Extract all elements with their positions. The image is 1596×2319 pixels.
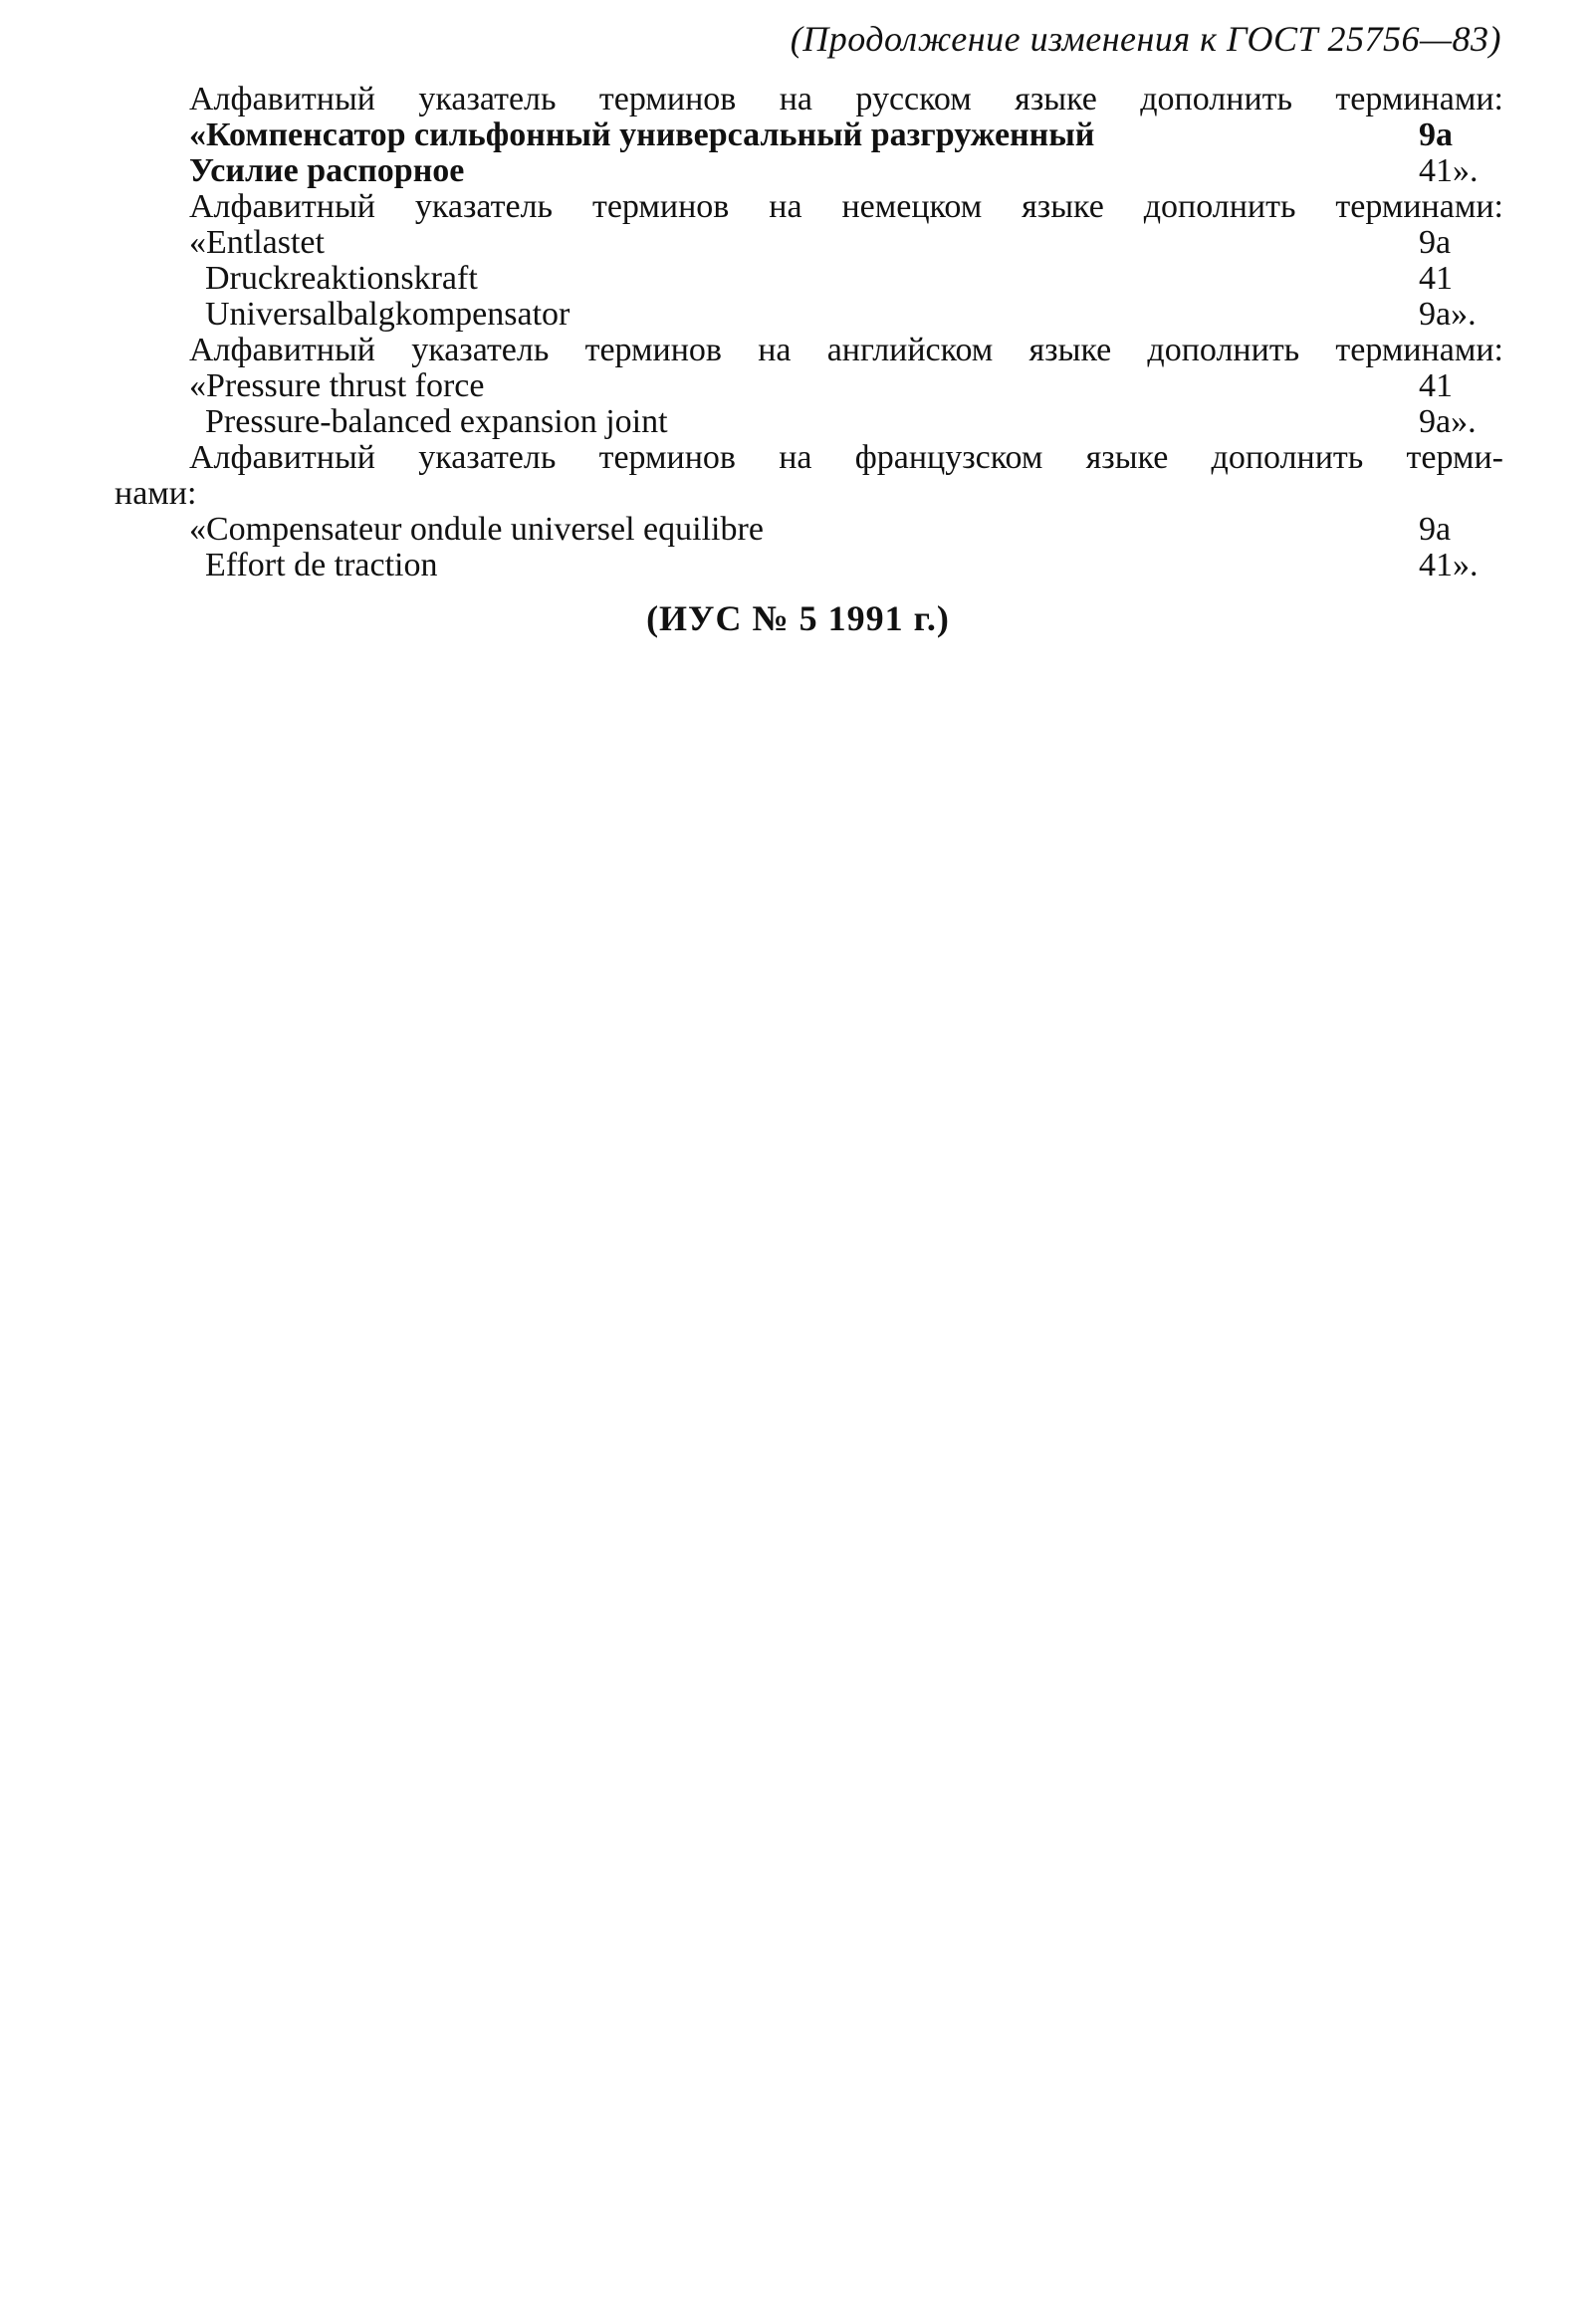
english-entry-1 — [189, 368, 1503, 404]
entry-number: 41 — [1419, 260, 1453, 297]
entry-term: Effort de traction — [205, 547, 438, 583]
french-entry-1 — [189, 512, 1503, 548]
entry-term: Усилие распорное — [189, 152, 465, 189]
publication-reference: (ИУС № 5 1991 г.) — [646, 598, 950, 638]
english-index-intro: Алфавитный указатель терминов на английском языке дополнить терминами: — [189, 332, 1503, 368]
entry-number: 9а — [1419, 511, 1452, 548]
entry-number: 9а». — [1419, 296, 1477, 333]
entry-term: «Компенсатор сильфонный универсальный разгруженный — [189, 116, 1095, 153]
entry-number: 9а — [1419, 116, 1453, 153]
german-entry-3 — [189, 297, 1503, 333]
entry-number: 9а». — [1419, 403, 1477, 440]
page-header: (Продолжение изменения к ГОСТ 25756—83) — [790, 19, 1501, 59]
entry-number: 41». — [1419, 152, 1479, 189]
english-entry-2 — [189, 404, 1503, 440]
entry-term: «Entlastet — [189, 224, 325, 261]
russian-entry-1 — [189, 117, 1503, 153]
entry-term: «Compensateur ondule universel equilibre — [189, 511, 764, 548]
russian-entry-2 — [189, 153, 1503, 189]
entry-term: «Pressure thrust force — [189, 367, 485, 404]
german-index-intro: Алфавитный указатель терминов на немецком языке дополнить терминами: — [189, 188, 1503, 225]
german-entry-1 — [189, 225, 1503, 261]
russian-index-intro: Алфавитный указатель терминов на русском языке дополнить терминами: — [189, 81, 1503, 117]
french-entry-2 — [189, 548, 1503, 583]
french-index-intro: Алфавитный указатель терминов на французском языке дополнить терми- — [189, 439, 1503, 476]
german-entry-2 — [189, 261, 1503, 297]
entry-number: 41». — [1419, 547, 1479, 583]
entry-number: 9а — [1419, 224, 1452, 261]
entry-term: Universalbalgkompensator — [205, 296, 570, 333]
entry-term: Pressure-balanced expansion joint — [205, 403, 668, 440]
entry-number: 41 — [1419, 367, 1453, 404]
entry-term: Druckreaktionskraft — [205, 260, 478, 297]
french-index-intro-continuation: нами: — [114, 475, 197, 512]
